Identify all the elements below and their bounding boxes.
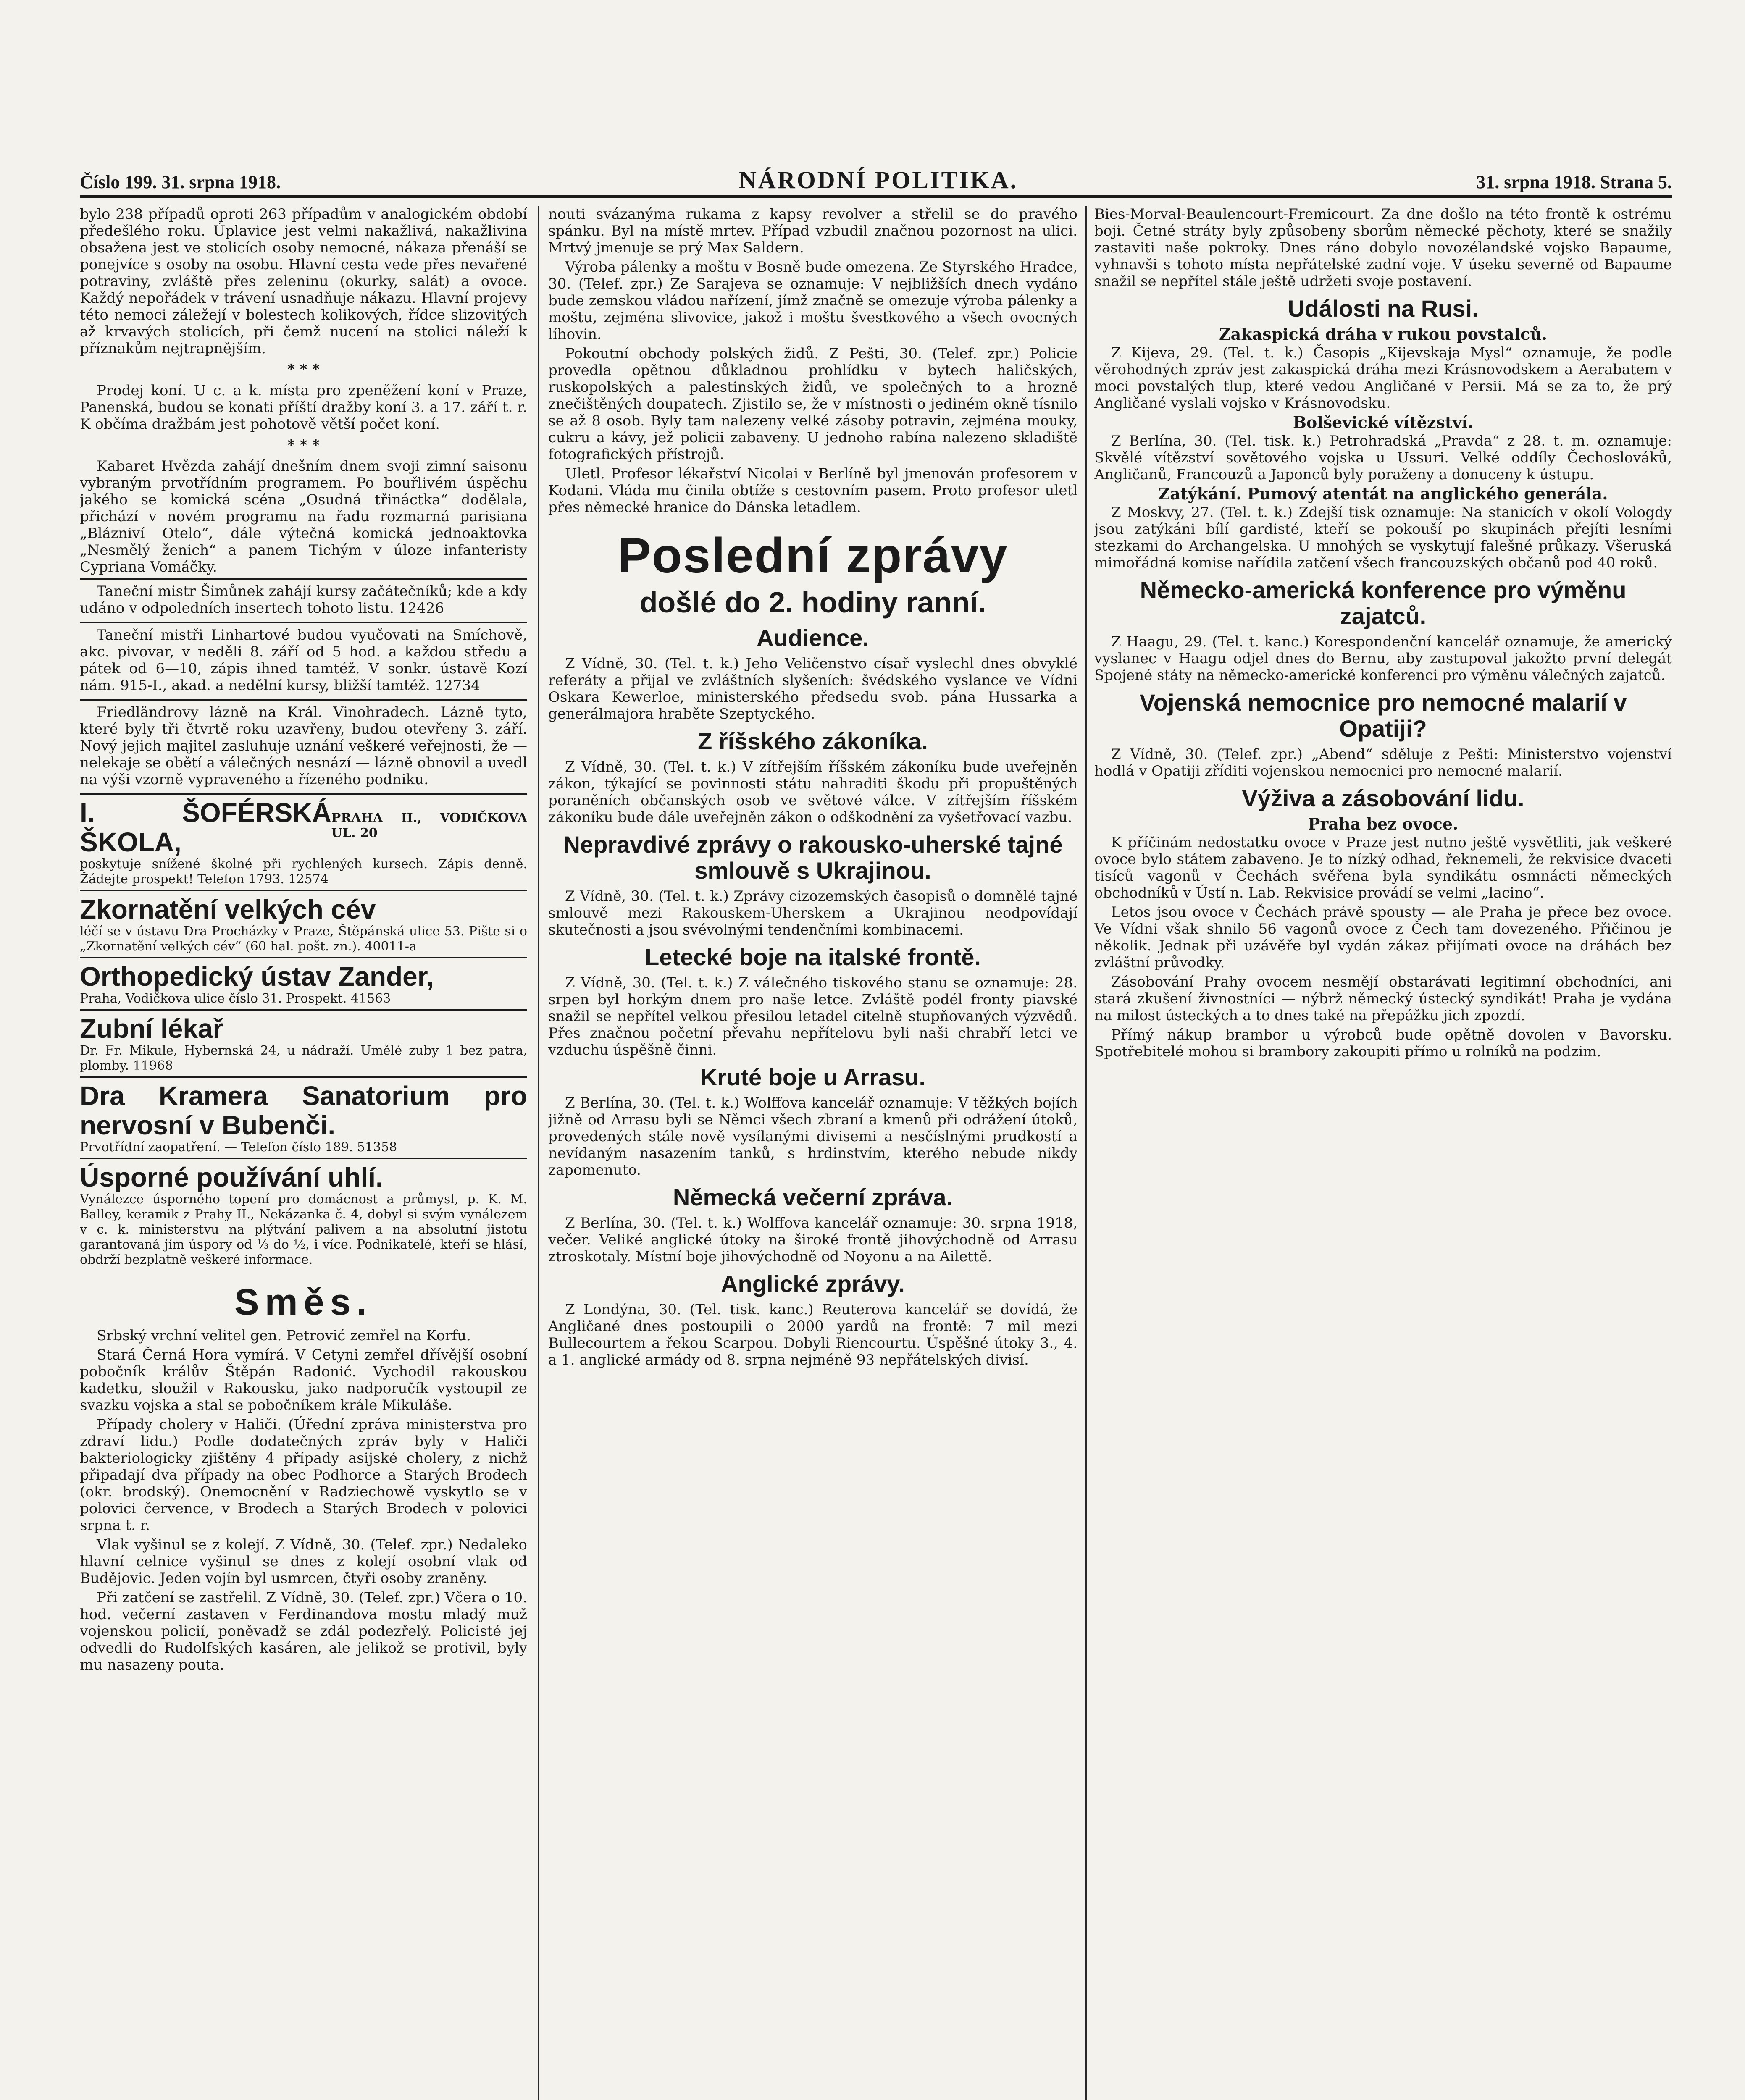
article-heading: Z říšského zákoníka.: [698, 728, 928, 754]
article-text: Přímý nákup brambor u výrobců bude opětně dovolen v Bavorsku. Spotřebitelé mohou si brambory zakoupiti přímo u rolníků na podzim.: [1094, 1026, 1672, 1060]
issue-info: Číslo 199. 31. srpna 1918.: [80, 172, 281, 192]
section-title: Poslední zprávy: [618, 528, 1008, 583]
section-title: Směs.: [234, 1281, 373, 1323]
article-text: Stará Černá Hora vymírá. V Cetyni zemřel dřívější osobní pobočník králův Štěpán Radonić. Vychodil rakouskou kadetku, sloužil v Rakousku, jako nadporučík vystoupil ze svazku vojska a stal se pobočníkem krále Mikuláše.: [80, 1347, 527, 1414]
article-text: Kabaret Hvězda zahájí dnešním dnem svoji zimní saisonu vybraným prvotřídním programem. Po bouřlivém úspěchu jakého se komická scéna „Osudná třináctka“ dodělala, přichází v novém programu na řadu rozmarná parisiana „Blázniví Otelo“, dále výtečná komická jednoaktovka „Nesmělý ženich“ a panem Tichým v úloze infanteristy Cypriana Vomáčky.: [80, 458, 527, 575]
notice-text: Taneční mistr Šimůnek zahájí kursy začátečníků; kde a kdy udáno v odpoledních insertech tohoto listu. 12426: [80, 578, 527, 619]
ad-text: poskytuje snížené školné při rychlených kursech. Zápis denně. Žádejte prospekt! Telefon 1793. 12574: [80, 857, 527, 887]
article-text: Z Kijeva, 29. (Tel. t. k.) Časopis „Kijevskaja Mysl“ oznamuje, že podle věrohodných zpráv jest zakaspická dráha mezi Krásnovodskem a Aerabatem v moci povstalých tlup, které vedou Angličané v Persii. Má se za to, že prý Angličané vyslali vojsko v Krásnovodsku.: [1094, 344, 1672, 412]
article-text: Z Vídně, 30. (Tel. t. k.) Zprávy cizozemských časopisů o domnělé tajné smlouvě mezi Rakouskem-Uherskem a Ukrajinou neodpovídají skutečnosti a jsou svévolnými tendenčními kombinacemi.: [548, 888, 1077, 938]
article-text: Pokoutní obchody polských židů. Z Pešti, 30. (Telef. zpr.) Policie provedla opětnou důkladnou prohlídku v bytech haličských, ruskopolských a palestinských židů, ve společných to a hrozně znečištěných doupatech. Zjistilo se, že v místnosti o jediném okně tísnilo se až 8 osob. Byly tam nalezeny velké zásoby potravin, zejména mouky, cukru a kávy, jež policii zabaveny. U jednoho rabína nalezeno skladiště fotografických přístrojů.: [548, 345, 1077, 463]
ad-title: Zkornatění velkých cév: [80, 894, 376, 924]
newspaper-title: NÁRODNÍ POLITIKA.: [739, 166, 1018, 194]
article-text: Z Vídně, 30. (Tel. t. k.) V zítřejším říšském zákoníku bude uveřejněn zákon, týkající se povinnosti státu nahraditi škodu při propuštěných poraněních občanských osob ve světové válce. V zítřejším říšském zákoníku bude dále uveřejněn zákon o odškodnění za vyšetřovací vazbu.: [548, 759, 1077, 826]
article-text: nouti svázanýma rukama z kapsy revolver a střelil se do pravého spánku. Byl na místě mrtev. Případ vzbudil značnou pozornost na ulici. Mrtvý jmenuje se prý Max Saldern.: [548, 206, 1077, 256]
advertisement: [80, 1076, 527, 1158]
article-text: Případy cholery v Haliči. (Úřední zpráva ministerstva pro zdraví lidu.) Podle dodatečných zpráv byly v Haliči bakteriologicky zjištěny 4 případy asijské cholery, z nichž připadají dva případy na obec Podhorce a Starých Brodech (okr. brodský). Onemocnění v Radziechowě vyskytlo se v polovici července, v Brodech a Starých Brodech v polovici srpna t. r.: [80, 1416, 527, 1534]
page-info: 31. srpna 1918. Strana 5.: [1476, 172, 1672, 192]
article-heading: Audience.: [757, 625, 869, 651]
article-heading: Anglické zprávy.: [721, 1270, 905, 1297]
article-subheading: Zakaspická dráha v rukou povstalců.: [1219, 325, 1548, 344]
advertisement: [80, 957, 527, 1009]
article-text: Z Berlína, 30. (Tel. t. k.) Wolffova kancelář oznamuje: V těžkých bojích jižně od Arrasu byli se Němci všech zbraní a kmenů při odrážení útoků, provedených stále nově vysílanými divisemi a nesčíslnými prudkostí a nevídaným nasazením tanků, s hrdinstvím, kterého nebude nikdy zapomenuto.: [548, 1095, 1077, 1179]
separator: * * *: [287, 437, 320, 454]
ad-address: PRAHA II., VODIČKOVA UL. 20: [331, 811, 527, 840]
column-2: [548, 206, 1077, 2100]
ad-text: Prvotřídní zaopatření. — Telefon číslo 189. 51358: [80, 1140, 397, 1155]
article-text: Z Vídně, 30. (Telef. zpr.) „Abend“ sděluje z Pešti: Ministerstvo vojenství hodlá v Opatiji zříditi vojenskou nemocnici pro nemocné malarií.: [1094, 746, 1672, 780]
article-heading: Německá večerní zpráva.: [673, 1184, 953, 1210]
advertisement: [80, 1158, 527, 1270]
article-subheading: Praha bez ovoce.: [1308, 814, 1459, 833]
notice-text: Friedländrovy lázně na Král. Vinohradech. Lázně tyto, které byly tři čtvrtě roku uzavřeny, budou otevřeny 3. září. Nový jejich majitel zasluhuje uznání veškeré veřejnosti, že — nelekaje se obětí a válečných nesnází — lázně obnovil a uvedl na výši vzorně vypraveného a řízeného podniku.: [80, 699, 527, 790]
advertisement: [80, 890, 527, 957]
article-subheading: Bolševické vítězství.: [1293, 413, 1474, 432]
column-3: [1094, 206, 1672, 2100]
ad-text: Dr. Fr. Mikule, Hybernská 24, u nádraží. Umělé zuby 1 bez patra, plomby. 11968: [80, 1043, 527, 1073]
article-heading: Výživa a zásobování lidu.: [1242, 785, 1524, 811]
article-text: Letos jsou ovoce v Čechách právě spousty — ale Praha je přece bez ovoce. Ve Vídni však shnilo 56 vagonů ovoce z Čech tam dovezeného. Přičinou je několik. Jednak při uzávěře byl vydán zákaz přijímati ovoce na dráhách bez zvláštní průvodky.: [1094, 904, 1672, 971]
ad-text: Praha, Vodičkova ulice číslo 31. Prospekt. 41563: [80, 991, 391, 1006]
article-text: Z Haagu, 29. (Tel. t. kanc.) Korespondenční kancelář oznamuje, že americký vyslanec v Haagu odjel dnes do Bernu, aby zastupoval jakožto první delegát Spojené státy na německo-americké konferenci pro výměnu válečných zajatců.: [1094, 633, 1672, 684]
column-1: [80, 206, 527, 2100]
article-text: bylo 238 případů oproti 263 případům v analogickém období předešlého roku. Úplavice jest velmi nakažlivá, nakažlivina obsažena jest ve stolicích osoby nemocné, nákaza přenáší se ponejvíce s osoby na osobu. Hlavní cesta vede přes nevařené potraviny, zvláště přes zeleninu (okurky, salát) a ovoce. Každý nepořádek v trávení usnadňuje nákazu. Hlavní projevy této nemoci záležejí v bolestech kolikových, řídce slizovitých až krvavých stolicích, při čemž nucení na stolici náleží k příznakům nejtrapnějším.: [80, 206, 527, 357]
column-rule-2: [1085, 206, 1087, 2100]
article-text: Z Berlína, 30. (Tel. tisk. k.) Petrohradská „Pravda“ z 28. t. m. oznamuje: Skvělé vítězství sovětového vojska u Ussuri. Velké oddíly Čechoslováků, Angličanů, Francouzů a Japonců byly poraženy a donuceny k ústupu.: [1094, 433, 1672, 483]
article-text: Srbský vrchní velitel gen. Petrović zemřel na Korfu.: [97, 1327, 471, 1344]
article-text: Uletl. Profesor lékařství Nicolai v Berlíně byl jmenován profesorem v Kodani. Vláda mu činila obtíže s cestovním pasem. Proto profesor uletl přes německé hranice do Dánska letadlem.: [548, 465, 1077, 516]
advertisement: [80, 793, 527, 890]
column-rule-1: [538, 206, 539, 2100]
ad-text: léčí se v ústavu Dra Procházky v Praze, Štěpánská ulice 53. Pište si o „Zkornatění velkých cév“ (60 hal. pošt. zn.). 40011-a: [80, 924, 527, 954]
article-text: Z Vídně, 30. (Tel. t. k.) Z válečného tiskového stanu se oznamuje: 28. srpen byl horkým dnem pro naše letce. Zvláště podél fronty piavské snažil se nepřítel velkou přesilou letadel citelně stupňovaných výzvědů. Přes značnou početní převahu nepřítelovu byli naši chrabří letci ve vzduchu úspěšně činni.: [548, 974, 1077, 1058]
article-text: Z Vídně, 30. (Tel. t. k.) Jeho Veličenstvo císař vyslechl dnes obvyklé referáty a přijal ve zvláštních slyšeních: švédského vyslance ve Vídni Oskara Kewerloe, ministerského předsedu svob. pána Hussarka a generálmajora hraběte Szeptyckého.: [548, 655, 1077, 722]
ad-title: Orthopedický ústav Zander,: [80, 961, 434, 992]
article-text: Z Londýna, 30. (Tel. tisk. kanc.) Reuterova kancelář se dovídá, že Angličané dnes postoupili o 2000 yardů na frontě: 7 mil mezi Bullecourtem a řekou Scarpou. Dobyli Riencourtu. Úspěšné útoky 3., 4. a 1. anglické armády od 8. srpna nejméně 93 nepřátelských divisí.: [548, 1301, 1077, 1368]
ad-title: Zubní lékař: [80, 1013, 223, 1044]
article-text: Vlak vyšinul se z kolejí. Z Vídně, 30. (Telef. zpr.) Nedaleko hlavní celnice vyšinul se dnes z kolejí osobní vlak od Budějovic. Jeden vojín byl usmrcen, čtyři osoby zraněny.: [80, 1536, 527, 1587]
article-heading: Letecké boje na italské frontě.: [645, 944, 981, 970]
article-text: Bies-Morval-Beaulencourt-Fremicourt. Za dne došlo na této frontě k ostrému boji. Četné stráty byly způsobeny sborům německé pěchoty, které se snažily zastaviti naše pokroky. Dnes ráno dobylo novozélandské vojsko Bapaume, vyhnavši s tohoto místa nepřátelské zadní voje. V úseku severně od Bapaume snažil se nepřítel stále ještě udržeti svoje postavení.: [1094, 206, 1672, 290]
article-heading: Nepravdivé zprávy o rakousko-uherské tajné smlouvě s Ukrajinou.: [563, 831, 1063, 884]
article-text: Z Berlína, 30. (Tel. t. k.) Wolffova kancelář oznamuje: 30. srpna 1918, večer. Veliké anglické útoky na široké frontě jihovýchodně od Arrasu ztroskotaly. Místní boje jihovýchodně od Noyonu a na Ailettě.: [548, 1215, 1077, 1265]
article-text: Prodej koní. U c. a k. místa pro zpeněžení koní v Praze, Panenská, budou se konati příští dražby koní 3. a 17. září t. r. K občíma dražbám jest pohotově větší počet koní.: [80, 382, 527, 433]
article-heading: Události na Rusi.: [1288, 295, 1479, 322]
article-heading: Vojenská nemocnice pro nemocné malarií v Opatiji?: [1139, 689, 1627, 742]
article-text: Výroba pálenky a moštu v Bosně bude omezena. Ze Styrského Hradce, 30. (Telef. zpr.) Ze Sarajeva se oznamuje: V nejbližších dnech vydáno bude zemskou vládou nařízení, jímž značně se omezuje výroba pálenky a moštu, zejména slivovice, jakož i moštu švestkového a všech ovocných líhovin.: [548, 259, 1077, 343]
article-text: Zásobování Prahy ovocem nesmějí obstarávati legitimní obchodníci, ani stará zkušení živnostníci — nýbrž německý ústecký syndikát! Praha je vydána na milost ústeckých a to dnes také na přepážku jich zpozdí.: [1094, 974, 1672, 1024]
ad-title: Dra Kramera Sanatorium pro nervosní v Bubenči.: [80, 1081, 527, 1140]
article-text: Z Moskvy, 27. (Tel. t. k.) Zdejší tisk oznamuje: Na stanicích v okolí Vologdy jsou zatýkáni bílí gardisté, kteří se pokouší po skupinách přejíti lesními stezkami do Archangelska. U mnohých se vyskytují falešné průkazy. Všeruská mimořádná komise nařídila zatčení všech francouzských občanů pod 40 roků.: [1094, 504, 1672, 571]
ad-title: Úsporné používání uhlí.: [80, 1162, 383, 1192]
advertisement: [80, 1009, 527, 1076]
article-text: K příčinám nedostatku ovoce v Praze jest nutno ještě vysvětliti, jak veškeré ovoce bylo státem zabaveno. Je to nízký odhad, řeknemeli, že rekvisice dvaceti tisíců vagonů v Čechách svěřena byla syndikátu osmnácti německých obchodníků v Ústí n. Lab. Rekvisice provádí se velmi „lacino“.: [1094, 834, 1672, 901]
ad-title: I. ŠOFÉRSKÁ ŠKOLA,: [80, 798, 331, 857]
section-subtitle: došlé do 2. hodiny ranní.: [639, 586, 986, 619]
separator: * * *: [287, 361, 320, 378]
masthead: [80, 166, 1672, 198]
notice-text: Taneční mistři Linhartové budou vyučovati na Smíchově, akc. pivovar, v neděli 8. září od 5 hod. a každou středu a pátek od 6—10, zápis ihned tamtéž. V sonkr. ústavě Kozí nám. 915-I., akad. a nedělní kursy, bližší tamtéž. 12734: [80, 622, 527, 696]
article-heading: Německo-americká konference pro výměnu zajatců.: [1140, 577, 1627, 629]
ad-text: Vynálezce úsporného topení pro domácnost a průmysl, p. K. M. Balley, keramik z Prahy II., Nekázanka č. 4, dobyl si svým vynálezem v c. k. ministerstvu na plýtvání palivem a na absolutní jistotu garantovaná jím úspory od ⅓ do ½, i více. Podnikatelé, kteří se hlásí, obdrží bezplatně veškeré informace.: [80, 1192, 527, 1267]
article-heading: Kruté boje u Arrasu.: [700, 1064, 926, 1090]
article-text: Při zatčení se zastřelil. Z Vídně, 30. (Telef. zpr.) Včera o 10. hod. večerní zastaven v Ferdinandova mostu mladý muž vojenskou policií, poněvadž se zdál podezřelý. Policisté jej odvedli do Rudolfských kasáren, ale jelikož se protivil, byly mu nasazeny pouta.: [80, 1589, 527, 1673]
article-subheading: Zatýkání. Pumový atentát na anglického generála.: [1158, 484, 1608, 503]
